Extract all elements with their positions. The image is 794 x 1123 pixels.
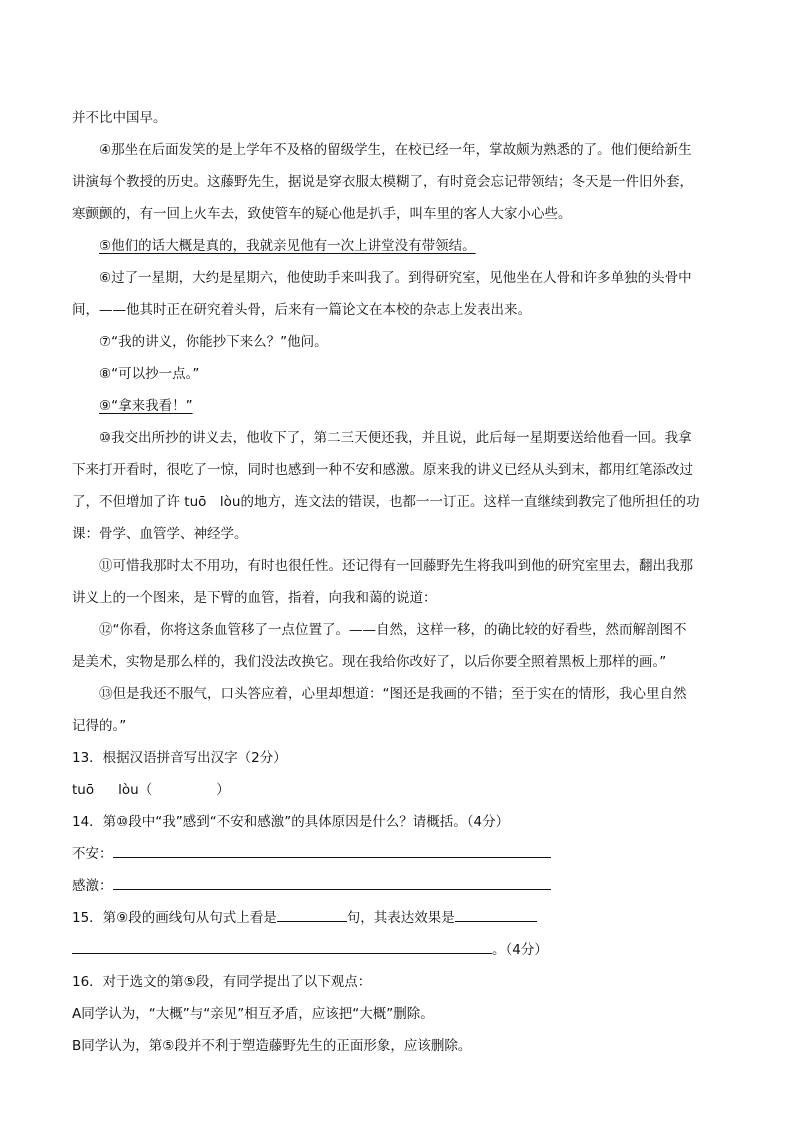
- passage-text: 讲演每个教授的历史。这藤野先生，据说是穿衣服太模糊了，有时竟会忘记带领结；冬天是一件旧外套，: [72, 174, 693, 190]
- underlined-sentence: ⑨“拿来我看！”: [99, 398, 193, 414]
- passage-line: [72, 358, 724, 390]
- passage-text: ④那坐在后面发笑的是上学年不及格的留级学生，在校已经一年，掌故颇为熟悉的了。他们便给新生: [99, 142, 692, 158]
- question-14-answer-1: [72, 838, 724, 870]
- passage-text: 记得的。”: [72, 718, 127, 734]
- answer-blank-effect-1[interactable]: [455, 903, 537, 922]
- pinyin-lou: lòu: [118, 782, 139, 798]
- passage-text: 讲义上的一个图来，是下臂的血管，指着，向我和蔼的说道：: [72, 590, 437, 606]
- passage-line: [72, 166, 724, 198]
- passage-line: [72, 390, 724, 422]
- passage-line: [72, 262, 724, 294]
- passage-line: [72, 134, 724, 166]
- passage-line: [72, 518, 724, 550]
- passage-text: 下来打开看时，很吃了一惊，同时也感到一种不安和感激。原来我的讲义已经从头到末，都用红笔添改过: [72, 462, 693, 478]
- question-15-line-2: [72, 934, 724, 966]
- label-ganji: 感激：: [72, 878, 113, 894]
- passage-text: ⑬但是我还不服气，口头答应着，心里却想道：“图还是我画的不错；至于实在的情形，我心里自然: [99, 686, 687, 702]
- answer-blank-effect-2[interactable]: [72, 935, 492, 954]
- question-13-title: 13．根据汉语拼音写出汉字（2分）: [72, 750, 287, 766]
- question-16-option-b: B同学认为，第⑤段并不利于塑造藤野先生的正面形象，应该删除。: [72, 1038, 472, 1054]
- passage-text: 并不比中国早。: [72, 110, 167, 126]
- passage-line: [72, 582, 724, 614]
- question-15-part2: 句，其表达效果是: [346, 910, 455, 926]
- passage-text: ⑧“可以抄一点。”: [99, 366, 200, 382]
- passage-line: [72, 198, 724, 230]
- passage-text: 寒颤颤的，有一回上火车去，致使管车的疑心他是扒手，叫车里的客人大家小心些。: [72, 206, 572, 222]
- underlined-sentence: ⑤他们的话大概是真的，我就亲见他有一次上讲堂没有带领结。: [99, 238, 476, 254]
- passage-line: [72, 614, 724, 646]
- passage-text: 间，——他其时正在研究着头骨，后来有一篇论文在本校的杂志上发表出来。: [72, 302, 531, 318]
- passage-line: [72, 326, 724, 358]
- passage-line: [72, 486, 724, 518]
- question-15-line-1: [72, 902, 724, 934]
- passage-text: ⑫“你看，你将这条血管移了一点位置了。——自然，这样一移，的确比较的好看些，然而解剖图不: [99, 622, 687, 638]
- passage-line: [72, 454, 724, 486]
- passage-line: [72, 422, 724, 454]
- question-13-answer-line: [72, 774, 724, 806]
- question-15-tail: 。（4分）: [492, 942, 548, 958]
- answer-blank-buan[interactable]: [113, 839, 551, 858]
- passage-text: ⑥过了一星期，大约是星期六，他使助手来叫我了。到得研究室，见他坐在人骨和许多单独的头骨中: [99, 270, 692, 286]
- passage-text: ⑩我交出所抄的讲义去，他收下了，第二三天便还我，并且说，此后每一星期要送给他看一回。我拿: [99, 430, 692, 446]
- answer-blank-sentence-type[interactable]: [277, 903, 347, 922]
- question-14-answer-2: [72, 870, 724, 902]
- answer-blank-ganji[interactable]: [113, 871, 551, 890]
- passage-text: 是美术，实物是那么样的，我们没法改换它。现在我给你改好了，以后你要全照着黑板上那样的画。”: [72, 654, 667, 670]
- exam-page: [72, 102, 724, 1062]
- pinyin-tuo: tuō: [72, 782, 95, 798]
- label-buan: 不安：: [72, 846, 113, 862]
- passage-line: [72, 102, 724, 134]
- passage-line: [72, 294, 724, 326]
- passage-line: [72, 678, 724, 710]
- passage-line: [72, 550, 724, 582]
- question-16-title: 16．对于选文的第⑤段，有同学提出了以下观点：: [72, 974, 372, 990]
- paren-open: （: [138, 782, 153, 798]
- passage-text: 了，不但增加了许 tuō lòu的地方，连文法的错误，也都一一订正。这样一直继续到教完了他所担任的功: [72, 494, 700, 510]
- question-15-part1: 15．第⑨段的画线句从句式上看是: [72, 910, 277, 926]
- question-16-option-a: A同学认为，“大概”与“亲见”相互矛盾，应该把“大概”删除。: [72, 1006, 434, 1022]
- passage-line: [72, 230, 724, 262]
- question-14-title: 14．第⑩段中“我”感到“不安和感激”的具体原因是什么？请概括。（4分）: [72, 814, 510, 830]
- passage-text: 课：骨学、血管学、神经学。: [72, 526, 248, 542]
- passage-text: ⑪可惜我那时太不用功，有时也很任性。还记得有一回藤野先生将我叫到他的研究室里去，翻出我那: [99, 558, 693, 574]
- reading-passage: [72, 102, 724, 742]
- passage-line: [72, 710, 724, 742]
- passage-line: [72, 646, 724, 678]
- paren-close: ）: [216, 782, 230, 798]
- passage-text: ⑦“我的讲义，你能抄下来么？”他问。: [99, 334, 328, 350]
